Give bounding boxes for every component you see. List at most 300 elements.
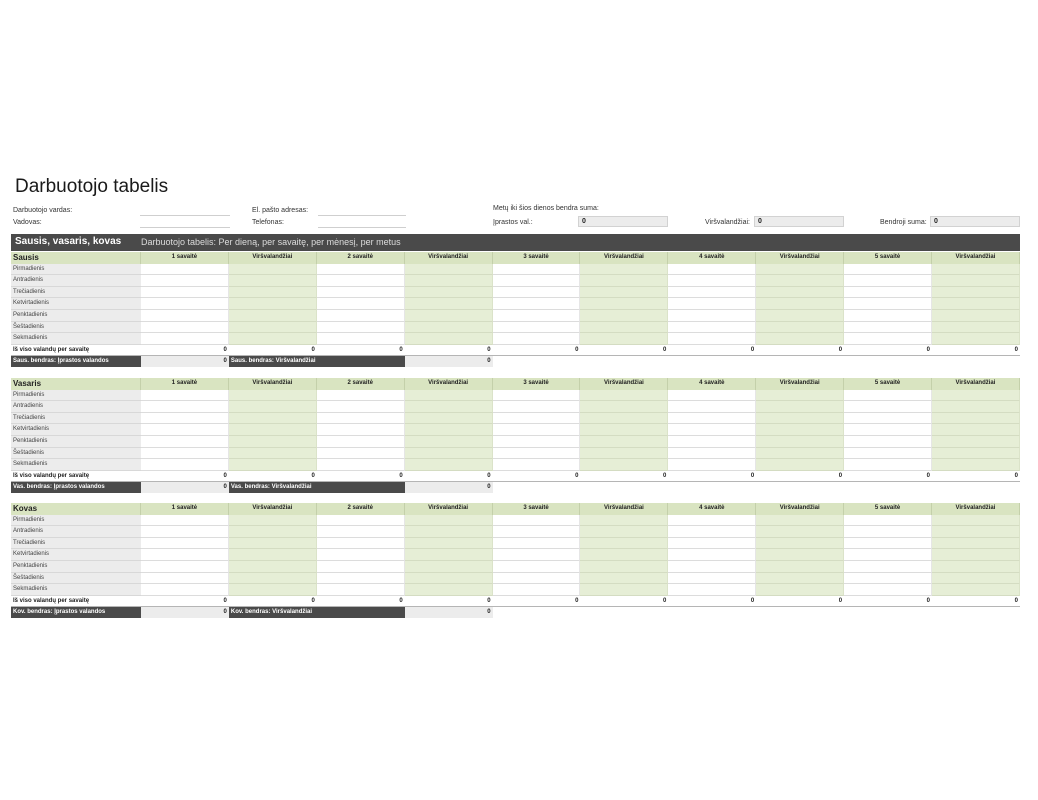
month-table — [11, 378, 1020, 493]
day-row — [11, 424, 1020, 436]
week-header: 1 savaitė — [141, 503, 229, 515]
day-label: Sekmadienis — [11, 584, 141, 596]
overtime-cell[interactable] — [580, 584, 668, 596]
hours-cell[interactable] — [317, 275, 405, 287]
overtime-cell[interactable] — [932, 333, 1020, 345]
overtime-cell[interactable] — [580, 322, 668, 334]
overtime-cell[interactable] — [756, 310, 844, 322]
overtime-cell[interactable] — [932, 436, 1020, 448]
hours-cell[interactable] — [317, 333, 405, 345]
hours-cell[interactable] — [317, 390, 405, 402]
month-header-row — [11, 252, 1020, 264]
month-name: Vasaris — [11, 378, 141, 390]
hours-cell[interactable] — [493, 264, 581, 276]
hours-cell[interactable] — [141, 310, 229, 322]
overtime-cell[interactable] — [229, 526, 317, 538]
week-header: Viršvalandžiai — [405, 378, 493, 390]
weekly-total-value: 0 — [668, 345, 756, 357]
overtime-cell[interactable] — [580, 264, 668, 276]
hours-cell[interactable] — [141, 526, 229, 538]
hours-cell[interactable] — [844, 561, 932, 573]
hours-cell[interactable] — [317, 424, 405, 436]
overtime-cell[interactable] — [405, 561, 493, 573]
overtime-cell[interactable] — [756, 401, 844, 413]
week-header: 2 savaitė — [317, 503, 405, 515]
hours-cell[interactable] — [141, 333, 229, 345]
hours-cell[interactable] — [317, 538, 405, 550]
weekly-total-value: 0 — [844, 345, 932, 357]
hours-cell[interactable] — [493, 538, 581, 550]
hours-cell[interactable] — [844, 390, 932, 402]
hours-cell[interactable] — [668, 459, 756, 471]
hours-cell[interactable] — [493, 459, 581, 471]
overtime-cell[interactable] — [932, 287, 1020, 299]
hours-cell[interactable] — [844, 322, 932, 334]
hours-cell[interactable] — [141, 459, 229, 471]
page-title: Darbuotojo tabelis — [15, 176, 169, 197]
week-header: 2 savaitė — [317, 252, 405, 264]
overtime-cell[interactable] — [229, 515, 317, 527]
hours-cell[interactable] — [317, 515, 405, 527]
hours-cell[interactable] — [141, 424, 229, 436]
hours-cell[interactable] — [493, 390, 581, 402]
day-label: Trečiadienis — [11, 287, 141, 299]
weekly-total-value: 0 — [580, 471, 668, 483]
day-row — [11, 401, 1020, 413]
hours-cell[interactable] — [317, 413, 405, 425]
overtime-cell[interactable] — [932, 275, 1020, 287]
month-name: Kovas — [11, 503, 141, 515]
overtime-cell[interactable] — [405, 401, 493, 413]
hours-cell[interactable] — [317, 322, 405, 334]
hours-cell[interactable] — [668, 390, 756, 402]
hours-cell[interactable] — [844, 526, 932, 538]
hours-cell[interactable] — [493, 333, 581, 345]
overtime-cell[interactable] — [229, 448, 317, 460]
overtime-cell[interactable] — [405, 515, 493, 527]
hours-cell[interactable] — [493, 549, 581, 561]
hours-cell[interactable] — [844, 275, 932, 287]
hours-cell[interactable] — [844, 401, 932, 413]
overtime-cell[interactable] — [932, 515, 1020, 527]
regular-summary-value: 0 — [141, 482, 229, 493]
day-label: Antradienis — [11, 401, 141, 413]
hours-cell[interactable] — [317, 549, 405, 561]
hours-cell[interactable] — [317, 310, 405, 322]
hours-cell[interactable] — [668, 424, 756, 436]
overtime-cell[interactable] — [756, 459, 844, 471]
overtime-cell[interactable] — [756, 333, 844, 345]
hours-cell[interactable] — [668, 264, 756, 276]
phone-field[interactable] — [318, 227, 406, 228]
overtime-cell[interactable] — [229, 584, 317, 596]
overtime-cell[interactable] — [229, 322, 317, 334]
overtime-cell[interactable] — [580, 390, 668, 402]
hours-cell[interactable] — [141, 275, 229, 287]
day-row — [11, 322, 1020, 334]
day-label: Trečiadienis — [11, 538, 141, 550]
overtime-cell[interactable] — [405, 549, 493, 561]
overtime-cell[interactable] — [229, 401, 317, 413]
overtime-cell[interactable] — [932, 310, 1020, 322]
overtime-cell[interactable] — [229, 538, 317, 550]
overtime-cell[interactable] — [756, 322, 844, 334]
overtime-cell[interactable] — [756, 298, 844, 310]
weekly-total-value: 0 — [932, 596, 1020, 608]
employee-name-field[interactable] — [140, 215, 230, 216]
overtime-cell[interactable] — [580, 401, 668, 413]
overtime-cell[interactable] — [932, 424, 1020, 436]
overtime-cell[interactable] — [229, 287, 317, 299]
overtime-cell[interactable] — [405, 390, 493, 402]
day-label: Sekmadienis — [11, 459, 141, 471]
overtime-cell[interactable] — [756, 390, 844, 402]
hours-cell[interactable] — [317, 287, 405, 299]
hours-cell[interactable] — [844, 448, 932, 460]
hours-cell[interactable] — [668, 515, 756, 527]
overtime-cell[interactable] — [932, 561, 1020, 573]
hours-cell[interactable] — [668, 287, 756, 299]
week-header: 5 savaitė — [844, 378, 932, 390]
hours-cell[interactable] — [844, 584, 932, 596]
overtime-cell[interactable] — [756, 526, 844, 538]
overtime-value: 0 — [754, 216, 844, 227]
overtime-cell[interactable] — [405, 287, 493, 299]
week-header: 1 savaitė — [141, 252, 229, 264]
day-label: Šeštadienis — [11, 322, 141, 334]
overtime-cell[interactable] — [756, 275, 844, 287]
hours-cell[interactable] — [141, 584, 229, 596]
overtime-cell[interactable] — [405, 573, 493, 585]
regular-summary-label: Kov. bendras: Įprastos valandos — [11, 607, 141, 618]
hours-cell[interactable] — [493, 515, 581, 527]
overtime-cell[interactable] — [405, 424, 493, 436]
hours-cell[interactable] — [493, 401, 581, 413]
total-label: Bendroji suma: — [880, 219, 927, 226]
hours-cell[interactable] — [844, 298, 932, 310]
hours-cell[interactable] — [668, 561, 756, 573]
overtime-cell[interactable] — [932, 584, 1020, 596]
hours-cell[interactable] — [141, 298, 229, 310]
hours-cell[interactable] — [317, 584, 405, 596]
overtime-cell[interactable] — [405, 436, 493, 448]
hours-cell[interactable] — [317, 401, 405, 413]
weekly-total-row — [11, 471, 1020, 483]
hours-cell[interactable] — [493, 573, 581, 585]
day-row — [11, 549, 1020, 561]
hours-cell[interactable] — [668, 549, 756, 561]
hours-cell[interactable] — [493, 424, 581, 436]
hours-cell[interactable] — [668, 310, 756, 322]
hours-cell[interactable] — [317, 298, 405, 310]
hours-cell[interactable] — [844, 436, 932, 448]
day-row — [11, 275, 1020, 287]
hours-cell[interactable] — [844, 264, 932, 276]
hours-cell[interactable] — [493, 275, 581, 287]
overtime-cell[interactable] — [405, 459, 493, 471]
day-row — [11, 264, 1020, 276]
hours-cell[interactable] — [844, 413, 932, 425]
weekly-total-value: 0 — [844, 471, 932, 483]
week-header: 5 savaitė — [844, 252, 932, 264]
month-table — [11, 503, 1020, 618]
weekly-total-value: 0 — [141, 471, 229, 483]
overtime-cell[interactable] — [580, 448, 668, 460]
hours-cell[interactable] — [141, 436, 229, 448]
overtime-cell[interactable] — [405, 298, 493, 310]
hours-cell[interactable] — [317, 448, 405, 460]
hours-cell[interactable] — [844, 310, 932, 322]
overtime-cell[interactable] — [932, 448, 1020, 460]
hours-cell[interactable] — [493, 322, 581, 334]
overtime-cell[interactable] — [580, 561, 668, 573]
hours-cell[interactable] — [317, 459, 405, 471]
overtime-cell[interactable] — [580, 275, 668, 287]
overtime-cell[interactable] — [932, 264, 1020, 276]
weekly-total-value: 0 — [141, 596, 229, 608]
hours-cell[interactable] — [493, 584, 581, 596]
hours-cell[interactable] — [668, 526, 756, 538]
overtime-cell[interactable] — [405, 584, 493, 596]
hours-cell[interactable] — [493, 287, 581, 299]
overtime-cell[interactable] — [405, 448, 493, 460]
overtime-cell[interactable] — [756, 448, 844, 460]
hours-cell[interactable] — [668, 298, 756, 310]
overtime-cell[interactable] — [229, 413, 317, 425]
weekly-total-value: 0 — [932, 345, 1020, 357]
overtime-cell[interactable] — [756, 287, 844, 299]
weekly-total-value: 0 — [317, 471, 405, 483]
day-row — [11, 515, 1020, 527]
overtime-cell[interactable] — [405, 413, 493, 425]
overtime-cell[interactable] — [229, 333, 317, 345]
overtime-cell[interactable] — [580, 526, 668, 538]
week-header: Viršvalandžiai — [229, 252, 317, 264]
overtime-cell[interactable] — [932, 573, 1020, 585]
overtime-cell[interactable] — [229, 264, 317, 276]
regular-hours-label: Įprastos val.: — [493, 219, 533, 226]
hours-cell[interactable] — [141, 573, 229, 585]
hours-cell[interactable] — [844, 424, 932, 436]
month-name: Sausis — [11, 252, 141, 264]
overtime-cell[interactable] — [756, 538, 844, 550]
hours-cell[interactable] — [141, 515, 229, 527]
employee-name-label: Darbuotojo vardas: — [13, 207, 73, 214]
hours-cell[interactable] — [844, 549, 932, 561]
overtime-cell[interactable] — [756, 424, 844, 436]
weekly-total-value: 0 — [229, 345, 317, 357]
overtime-cell[interactable] — [580, 538, 668, 550]
day-label: Ketvirtadienis — [11, 549, 141, 561]
overtime-cell[interactable] — [229, 310, 317, 322]
hours-cell[interactable] — [141, 390, 229, 402]
weekly-total-value: 0 — [932, 471, 1020, 483]
overtime-summary-value: 0 — [405, 482, 493, 493]
overtime-cell[interactable] — [932, 549, 1020, 561]
overtime-cell[interactable] — [756, 264, 844, 276]
hours-cell[interactable] — [493, 298, 581, 310]
hours-cell[interactable] — [668, 401, 756, 413]
overtime-cell[interactable] — [229, 275, 317, 287]
weekly-total-value: 0 — [493, 345, 581, 357]
week-header: Viršvalandžiai — [932, 252, 1020, 264]
overtime-cell[interactable] — [229, 573, 317, 585]
hours-cell[interactable] — [668, 413, 756, 425]
overtime-cell[interactable] — [932, 401, 1020, 413]
weekly-total-value: 0 — [405, 471, 493, 483]
overtime-summary-label: Kov. bendras: Viršvalandžiai — [229, 607, 405, 618]
hours-cell[interactable] — [844, 538, 932, 550]
hours-cell[interactable] — [668, 573, 756, 585]
hours-cell[interactable] — [317, 436, 405, 448]
overtime-summary-label: Saus. bendras: Viršvalandžiai — [229, 356, 405, 367]
weekly-total-value: 0 — [317, 345, 405, 357]
hours-cell[interactable] — [317, 526, 405, 538]
phone-label: Telefonas: — [252, 219, 284, 226]
hours-cell[interactable] — [141, 413, 229, 425]
day-label: Penktadienis — [11, 310, 141, 322]
overtime-cell[interactable] — [229, 436, 317, 448]
overtime-cell[interactable] — [580, 573, 668, 585]
week-header: Viršvalandžiai — [229, 503, 317, 515]
weekly-total-value: 0 — [493, 596, 581, 608]
overtime-cell[interactable] — [932, 390, 1020, 402]
overtime-cell[interactable] — [932, 538, 1020, 550]
overtime-cell[interactable] — [405, 526, 493, 538]
hours-cell[interactable] — [668, 333, 756, 345]
weekly-total-value: 0 — [493, 471, 581, 483]
email-field[interactable] — [318, 215, 406, 216]
hours-cell[interactable] — [493, 526, 581, 538]
hours-cell[interactable] — [668, 538, 756, 550]
weekly-total-label: Iš viso valandų per savaitę — [11, 471, 141, 483]
hours-cell[interactable] — [141, 287, 229, 299]
hours-cell[interactable] — [493, 436, 581, 448]
week-header: 1 savaitė — [141, 378, 229, 390]
hours-cell[interactable] — [844, 459, 932, 471]
weekly-total-value: 0 — [580, 345, 668, 357]
week-header: Viršvalandžiai — [580, 252, 668, 264]
overtime-cell[interactable] — [756, 584, 844, 596]
day-label: Penktadienis — [11, 436, 141, 448]
day-row — [11, 573, 1020, 585]
overtime-cell[interactable] — [756, 436, 844, 448]
overtime-cell[interactable] — [580, 287, 668, 299]
overtime-cell[interactable] — [580, 333, 668, 345]
hours-cell[interactable] — [317, 561, 405, 573]
hours-cell[interactable] — [844, 573, 932, 585]
overtime-summary-value: 0 — [405, 356, 493, 367]
day-label: Pirmadienis — [11, 390, 141, 402]
hours-cell[interactable] — [141, 448, 229, 460]
overtime-cell[interactable] — [405, 322, 493, 334]
weekly-total-row — [11, 345, 1020, 357]
day-row — [11, 561, 1020, 573]
overtime-cell[interactable] — [932, 322, 1020, 334]
day-row — [11, 448, 1020, 460]
hours-cell[interactable] — [668, 275, 756, 287]
day-label: Pirmadienis — [11, 515, 141, 527]
overtime-cell[interactable] — [229, 390, 317, 402]
hours-cell[interactable] — [844, 287, 932, 299]
overtime-cell[interactable] — [580, 424, 668, 436]
overtime-cell[interactable] — [580, 310, 668, 322]
overtime-cell[interactable] — [756, 515, 844, 527]
overtime-cell[interactable] — [932, 526, 1020, 538]
overtime-cell[interactable] — [932, 413, 1020, 425]
hours-cell[interactable] — [493, 413, 581, 425]
overtime-cell[interactable] — [756, 413, 844, 425]
overtime-cell[interactable] — [229, 424, 317, 436]
overtime-cell[interactable] — [580, 298, 668, 310]
hours-cell[interactable] — [141, 561, 229, 573]
hours-cell[interactable] — [668, 448, 756, 460]
hours-cell[interactable] — [493, 561, 581, 573]
overtime-cell[interactable] — [405, 275, 493, 287]
day-row — [11, 538, 1020, 550]
overtime-cell[interactable] — [580, 515, 668, 527]
overtime-cell[interactable] — [405, 333, 493, 345]
overtime-cell[interactable] — [229, 298, 317, 310]
week-header: 4 savaitė — [668, 252, 756, 264]
manager-field[interactable] — [140, 227, 230, 228]
weekly-total-value: 0 — [580, 596, 668, 608]
hours-cell[interactable] — [668, 436, 756, 448]
hours-cell[interactable] — [668, 584, 756, 596]
overtime-cell[interactable] — [229, 549, 317, 561]
overtime-cell[interactable] — [756, 561, 844, 573]
day-label: Trečiadienis — [11, 413, 141, 425]
week-header: 3 savaitė — [493, 503, 581, 515]
hours-cell[interactable] — [493, 448, 581, 460]
overtime-cell[interactable] — [580, 549, 668, 561]
overtime-cell[interactable] — [229, 561, 317, 573]
hours-cell[interactable] — [317, 573, 405, 585]
hours-cell[interactable] — [141, 401, 229, 413]
day-label: Šeštadienis — [11, 448, 141, 460]
overtime-cell[interactable] — [580, 413, 668, 425]
hours-cell[interactable] — [668, 322, 756, 334]
week-header: Viršvalandžiai — [229, 378, 317, 390]
hours-cell[interactable] — [493, 310, 581, 322]
overtime-cell[interactable] — [932, 459, 1020, 471]
overtime-cell[interactable] — [756, 549, 844, 561]
weekly-total-value: 0 — [756, 345, 844, 357]
overtime-cell[interactable] — [229, 459, 317, 471]
day-row — [11, 584, 1020, 596]
overtime-cell[interactable] — [405, 538, 493, 550]
overtime-cell[interactable] — [405, 310, 493, 322]
weekly-total-value: 0 — [405, 345, 493, 357]
quarter-banner — [11, 234, 1020, 251]
hours-cell[interactable] — [844, 515, 932, 527]
hours-cell[interactable] — [317, 264, 405, 276]
regular-summary-value: 0 — [141, 356, 229, 367]
overtime-cell[interactable] — [405, 264, 493, 276]
overtime-cell[interactable] — [932, 298, 1020, 310]
week-header: Viršvalandžiai — [932, 378, 1020, 390]
hours-cell[interactable] — [844, 333, 932, 345]
overtime-cell[interactable] — [580, 459, 668, 471]
hours-cell[interactable] — [141, 549, 229, 561]
total-value: 0 — [930, 216, 1020, 227]
hours-cell[interactable] — [141, 322, 229, 334]
hours-cell[interactable] — [141, 264, 229, 276]
overtime-cell[interactable] — [756, 573, 844, 585]
overtime-cell[interactable] — [580, 436, 668, 448]
hours-cell[interactable] — [141, 538, 229, 550]
day-row — [11, 287, 1020, 299]
